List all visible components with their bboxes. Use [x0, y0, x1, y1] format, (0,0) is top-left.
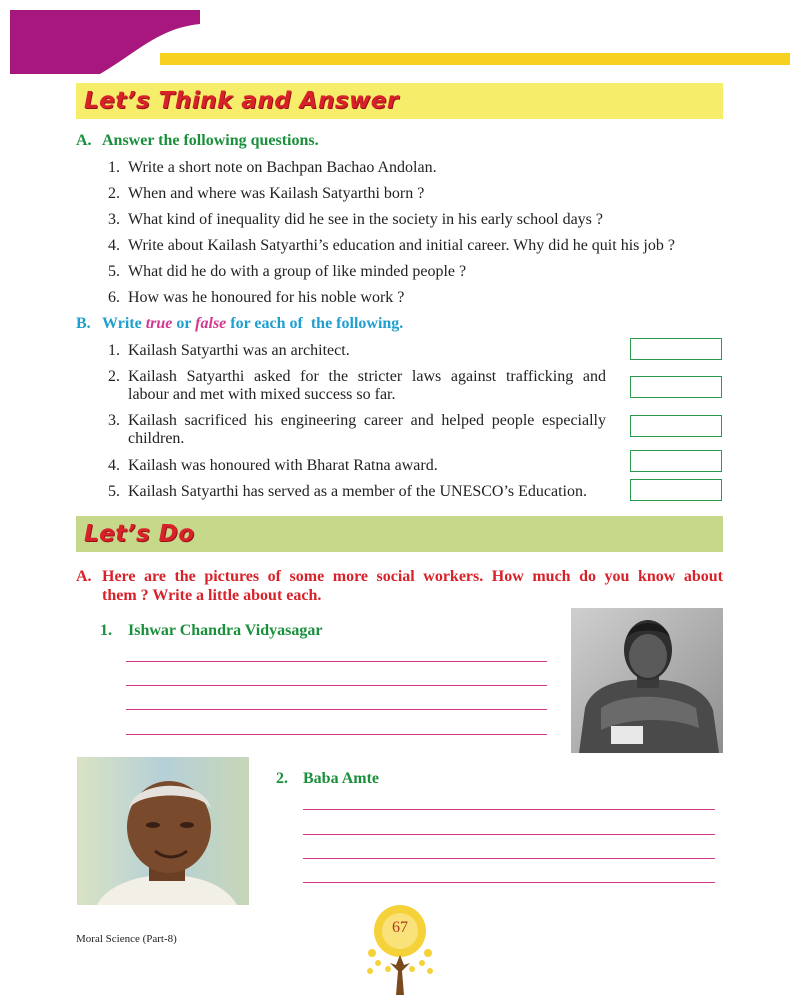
worker-2-name: Baba Amte	[303, 770, 379, 787]
answer-box-4[interactable]	[630, 450, 722, 472]
writing-line[interactable]	[303, 809, 715, 810]
writing-line[interactable]	[303, 858, 715, 859]
writing-line[interactable]	[126, 661, 547, 662]
answer-box-3[interactable]	[630, 415, 722, 437]
part-b-heading: Write true or false for each of the following.	[102, 315, 404, 332]
worker-2-num: 2.	[276, 770, 288, 787]
lets-do-letter: A.	[76, 568, 92, 585]
page-number: 67	[392, 919, 408, 936]
portrait-baba-amte	[77, 757, 249, 905]
lets-do-instruction-line2: them ? Write a little about each.	[102, 587, 322, 604]
section-title-think-answer: Let’s Think and Answer	[84, 88, 399, 114]
portrait-vidyasagar	[571, 608, 723, 753]
part-b-letter: B.	[76, 315, 91, 332]
part-a-heading: Answer the following questions.	[102, 132, 319, 149]
writing-line[interactable]	[126, 685, 547, 686]
writing-line[interactable]	[126, 709, 547, 710]
worker-1-name: Ishwar Chandra Vidyasagar	[128, 622, 323, 639]
answer-box-2[interactable]	[630, 376, 722, 398]
part-a-letter: A.	[76, 132, 92, 149]
answer-box-1[interactable]	[630, 338, 722, 360]
lets-do-instruction-line1: Here are the pictures of some more social workers. How much do you know about	[102, 568, 723, 585]
writing-line[interactable]	[126, 734, 547, 735]
top-yellow-stripe	[160, 53, 790, 65]
section-title-lets-do: Let’s Do	[84, 521, 195, 547]
writing-line[interactable]	[303, 834, 715, 835]
worker-1-num: 1.	[100, 622, 112, 639]
answer-box-5[interactable]	[630, 479, 722, 501]
top-banner	[0, 0, 799, 80]
writing-line[interactable]	[303, 882, 715, 883]
footer-book-title: Moral Science (Part-8)	[76, 933, 177, 945]
